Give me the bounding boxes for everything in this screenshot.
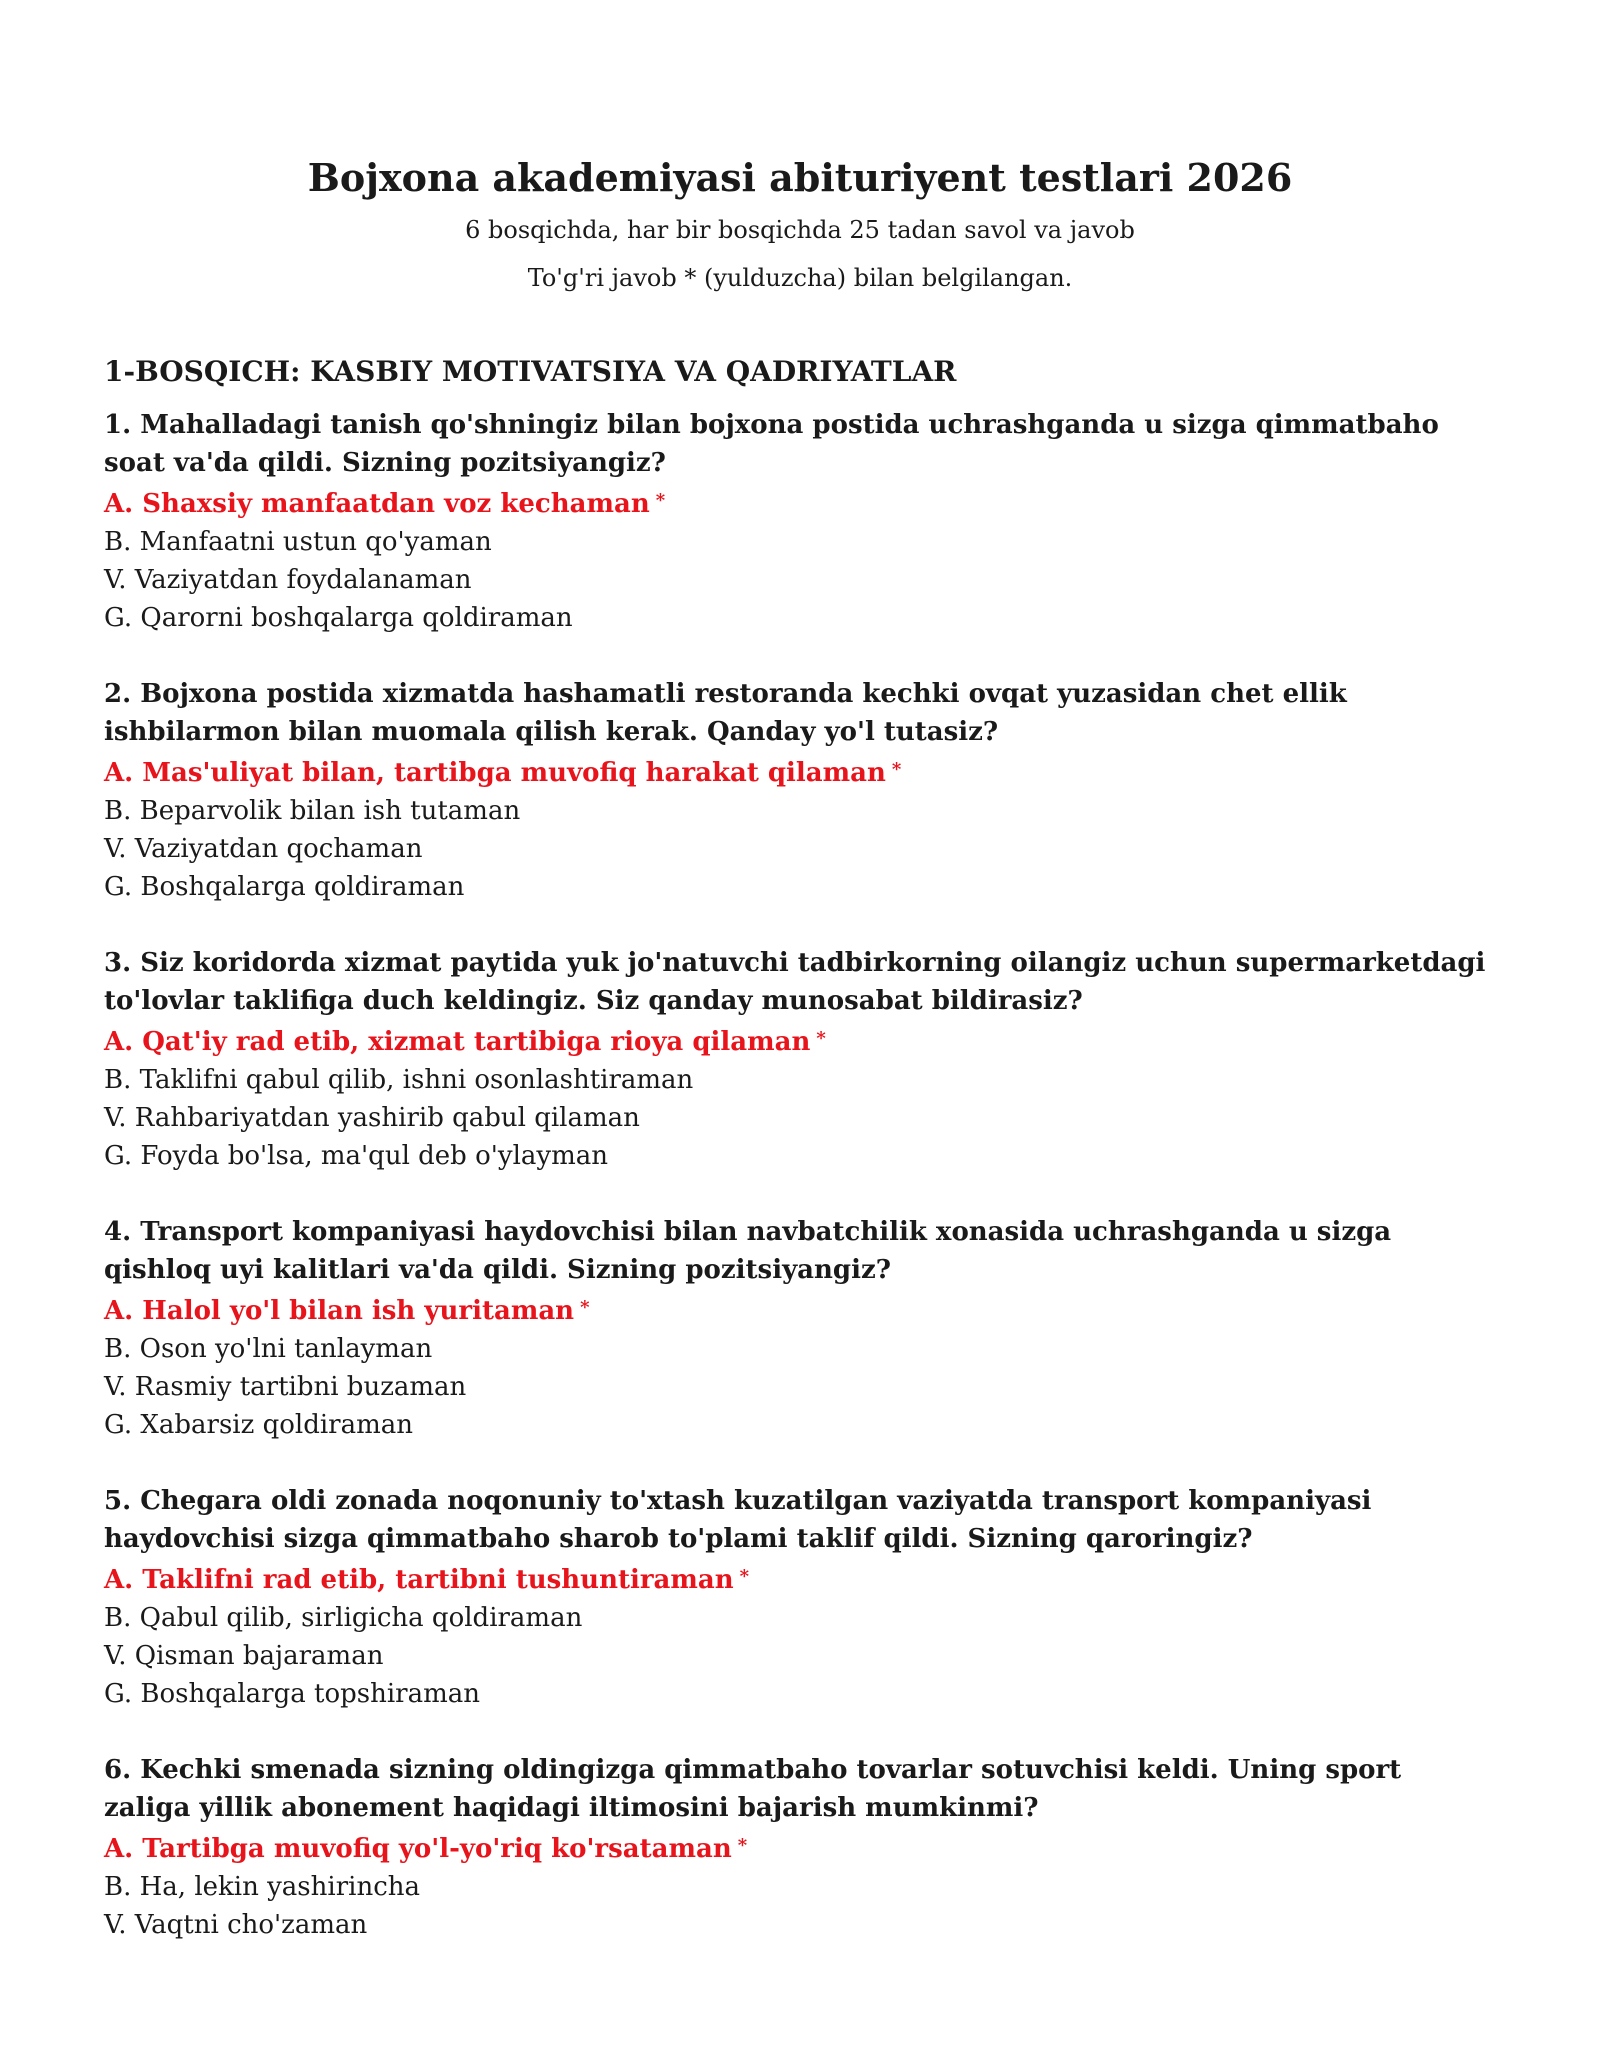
answer-option — [104, 1099, 1496, 1137]
option-label: G. Xabarsiz qoldiraman — [104, 1410, 413, 1440]
question-text: 6. Kechki smenada sizning oldingizga qimmatbaho tovarlar sotuvchisi keldi. Uning sport zaliga yillik abonement haqidagi iltimosini bajarish mumkinmi? — [104, 1755, 1402, 1823]
option-label: B. Oson yo'lni tanlayman — [104, 1334, 433, 1364]
answer-option — [104, 1599, 1496, 1637]
option-label: A. Shaxsiy manfaatdan voz kechaman — [104, 489, 650, 519]
answer-option — [104, 830, 1496, 868]
option-label: V. Rahbariyatdan yashirib qabul qilaman — [104, 1103, 640, 1133]
option-label: V. Vaziyatdan foydalanaman — [104, 565, 472, 595]
answer-option — [104, 1137, 1496, 1175]
option-label: V. Vaqtni cho'zaman — [104, 1910, 368, 1940]
option-label: B. Taklifni qabul qilib, ishni osonlashtiraman — [104, 1065, 694, 1095]
answer-option — [104, 561, 1496, 599]
answer-option — [104, 1330, 1496, 1368]
option-label: V. Vaziyatdan qochaman — [104, 834, 423, 864]
option-label: G. Boshqalarga qoldiraman — [104, 872, 465, 902]
option-label: V. Rasmiy tartibni buzaman — [104, 1372, 467, 1402]
document-header — [104, 150, 1496, 302]
question-text: 2. Bojxona postida xizmatda hashamatli restoranda kechki ovqat yuzasidan chet ellik ishbilarmon bilan muomala qilish kerak. Qanday yo'l tutasiz? — [104, 679, 1347, 747]
question-text: 5. Chegara oldi zonada noqonuniy to'xtash kuzatilgan vaziyatda transport kompaniyasi haydovchisi sizga qimmatbaho sharob to'plami taklif qildi. Sizning qaroringiz? — [104, 1486, 1372, 1554]
option-label: B. Ha, lekin yashirincha — [104, 1872, 421, 1902]
answer-option — [104, 599, 1496, 637]
correct-star-marker: * — [655, 490, 666, 511]
question-text: 1. Mahalladagi tanish qo'shningiz bilan bojxona postida uchrashganda u sizga qimmatbaho soat va'da qildi. Sizning pozitsiyangiz? — [104, 410, 1439, 478]
correct-star-marker: * — [737, 1835, 748, 1856]
answer-option — [104, 1675, 1496, 1713]
correct-star-marker: * — [891, 759, 902, 780]
answer-option — [104, 1368, 1496, 1406]
question-text: 4. Transport kompaniyasi haydovchisi bilan navbatchilik xonasida uchrashganda u sizga qishloq uyi kalitlari va'da qildi. Sizning pozitsiyangiz? — [104, 1217, 1392, 1285]
option-label: A. Halol yo'l bilan ish yuritaman — [104, 1296, 575, 1326]
question-block — [104, 944, 1496, 1175]
question-block — [104, 1482, 1496, 1713]
correct-answer-option — [104, 1558, 1496, 1599]
question-block — [104, 1751, 1496, 1944]
question-text: 3. Siz koridorda xizmat paytida yuk jo'natuvchi tadbirkorning oilangiz uchun supermarketdagi to'lovlar taklifiga duch keldingiz. Siz qanday munosabat bildirasiz? — [104, 948, 1486, 1016]
option-label: B. Beparvolik bilan ish tutaman — [104, 796, 521, 826]
answer-option — [104, 1906, 1496, 1944]
correct-answer-option — [104, 1020, 1496, 1061]
correct-answer-option — [104, 1827, 1496, 1868]
correct-answer-option — [104, 751, 1496, 792]
option-label: V. Qisman bajaraman — [104, 1641, 384, 1671]
answer-option — [104, 523, 1496, 561]
answer-option — [104, 1061, 1496, 1099]
question-list — [104, 406, 1496, 1944]
correct-star-marker: * — [580, 1297, 590, 1318]
correct-answer-option — [104, 1289, 1496, 1330]
document-note: To'g'ri javob * (yulduzcha) bilan belgilangan. — [527, 264, 1073, 292]
option-label: A. Taklifni rad etib, tartibni tushuntiraman — [104, 1565, 734, 1595]
option-label: B. Qabul qilib, sirligicha qoldiraman — [104, 1603, 583, 1633]
answer-option — [104, 792, 1496, 830]
question-block — [104, 1213, 1496, 1444]
correct-star-marker: * — [816, 1028, 826, 1049]
option-label: A. Tartibga muvofiq yo'l-yo'riq ko'rsataman — [104, 1834, 732, 1864]
option-label: A. Qat'iy rad etib, xizmat tartibiga rioya qilaman — [104, 1027, 811, 1057]
option-label: G. Boshqalarga topshiraman — [104, 1679, 480, 1709]
document-subtitle: 6 bosqichda, har bir bosqichda 25 tadan savol va javob — [465, 216, 1135, 244]
option-label: B. Manfaatni ustun qo'yaman — [104, 527, 492, 557]
correct-answer-option — [104, 482, 1496, 523]
answer-option — [104, 868, 1496, 906]
answer-option — [104, 1406, 1496, 1444]
option-label: A. Mas'uliyat bilan, tartibga muvofiq harakat qilaman — [104, 758, 886, 788]
option-label: G. Qarorni boshqalarga qoldiraman — [104, 603, 573, 633]
correct-star-marker: * — [739, 1566, 750, 1587]
section-heading: 1-BOSQICH: KASBIY MOTIVATSIYA VA QADRIYATLAR — [104, 355, 957, 388]
document-title: Bojxona akademiyasi abituriyent testlari 2026 — [307, 155, 1293, 200]
answer-option — [104, 1637, 1496, 1675]
answer-option — [104, 1868, 1496, 1906]
question-block — [104, 675, 1496, 906]
option-label: G. Foyda bo'lsa, ma'qul deb o'ylayman — [104, 1141, 608, 1171]
question-block — [104, 406, 1496, 637]
